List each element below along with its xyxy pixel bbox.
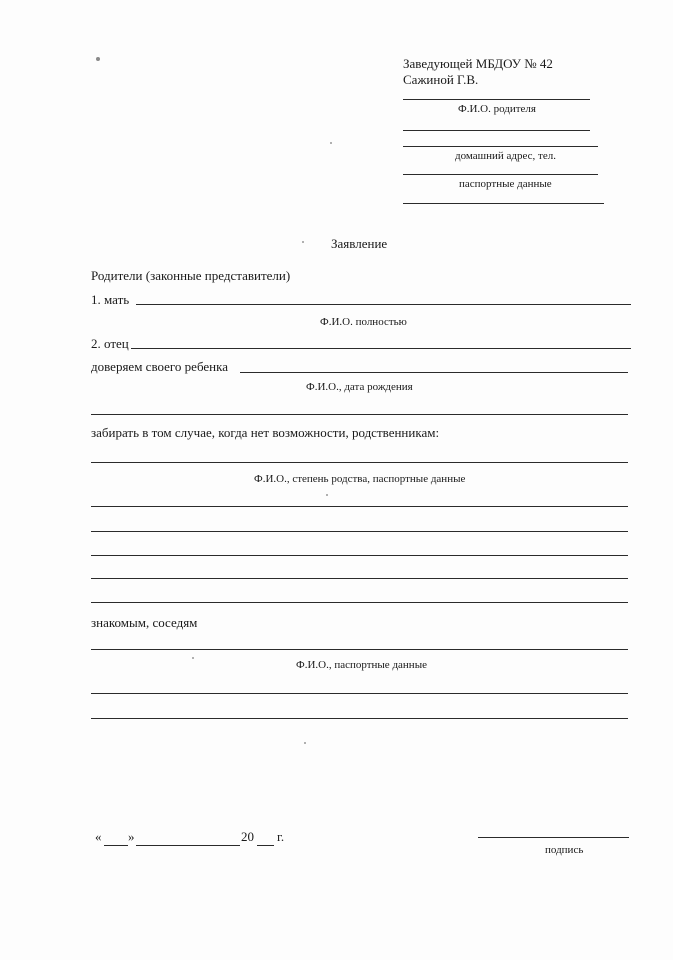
relatives-line-6 [91,602,628,603]
mother-label: 1. мать [91,292,130,307]
passport-caption: паспортные данные [459,178,552,190]
parent-name-line [403,99,590,100]
scan-speck [96,57,100,61]
addressee-line-1: Заведующей МБДОУ № 42 [403,56,553,71]
passport-line-1 [403,174,598,175]
full-name-caption: Ф.И.О. полностью [320,316,407,328]
date-year-suffix: г. [277,829,285,844]
signature-caption: подпись [545,844,584,856]
parents-heading: Родители (законные представители) [91,268,291,283]
passport-line-2 [403,203,604,204]
child-caption: Ф.И.О., дата рождения [306,381,413,393]
acquaintances-caption: Ф.И.О., паспортные данные [296,659,427,671]
relatives-line-5 [91,578,628,579]
child-extra-line [91,414,628,415]
relatives-caption: Ф.И.О., степень родства, паспортные данные [254,473,466,485]
relatives-line-1 [91,462,628,463]
document-title: Заявление [331,236,388,251]
acquaintances-line-2 [91,693,628,694]
relatives-label: забирать в том случае, когда нет возможности, родственникам: [91,425,440,440]
father-label: 2. отец [91,336,129,351]
scan-speck [330,142,332,144]
acquaintances-line-1 [91,649,628,650]
relatives-line-4 [91,555,628,556]
father-name-line [131,348,631,349]
date-open-quote: « [95,829,102,844]
scan-speck [192,657,194,659]
address-line-1 [403,130,590,131]
acquaintances-line-3 [91,718,628,719]
date-year-prefix: 20 [241,829,254,844]
date-close-quote: » [128,829,135,844]
address-line-2 [403,146,598,147]
addressee-line-2: Сажиной Г.В. [403,72,479,87]
mother-name-line [136,304,631,305]
scan-speck [304,742,306,744]
child-name-line [240,372,628,373]
date-year-line [257,845,274,846]
address-caption: домашний адрес, тел. [455,150,556,162]
scan-speck [326,494,328,496]
date-month-line [136,845,240,846]
acquaintances-label: знакомым, соседям [91,615,198,630]
parent-name-caption: Ф.И.О. родителя [458,103,536,115]
scan-speck [302,241,304,243]
relatives-line-2 [91,506,628,507]
signature-line [478,837,629,838]
entrust-label: доверяем своего ребенка [91,359,229,374]
relatives-line-3 [91,531,628,532]
date-day-line [104,845,128,846]
